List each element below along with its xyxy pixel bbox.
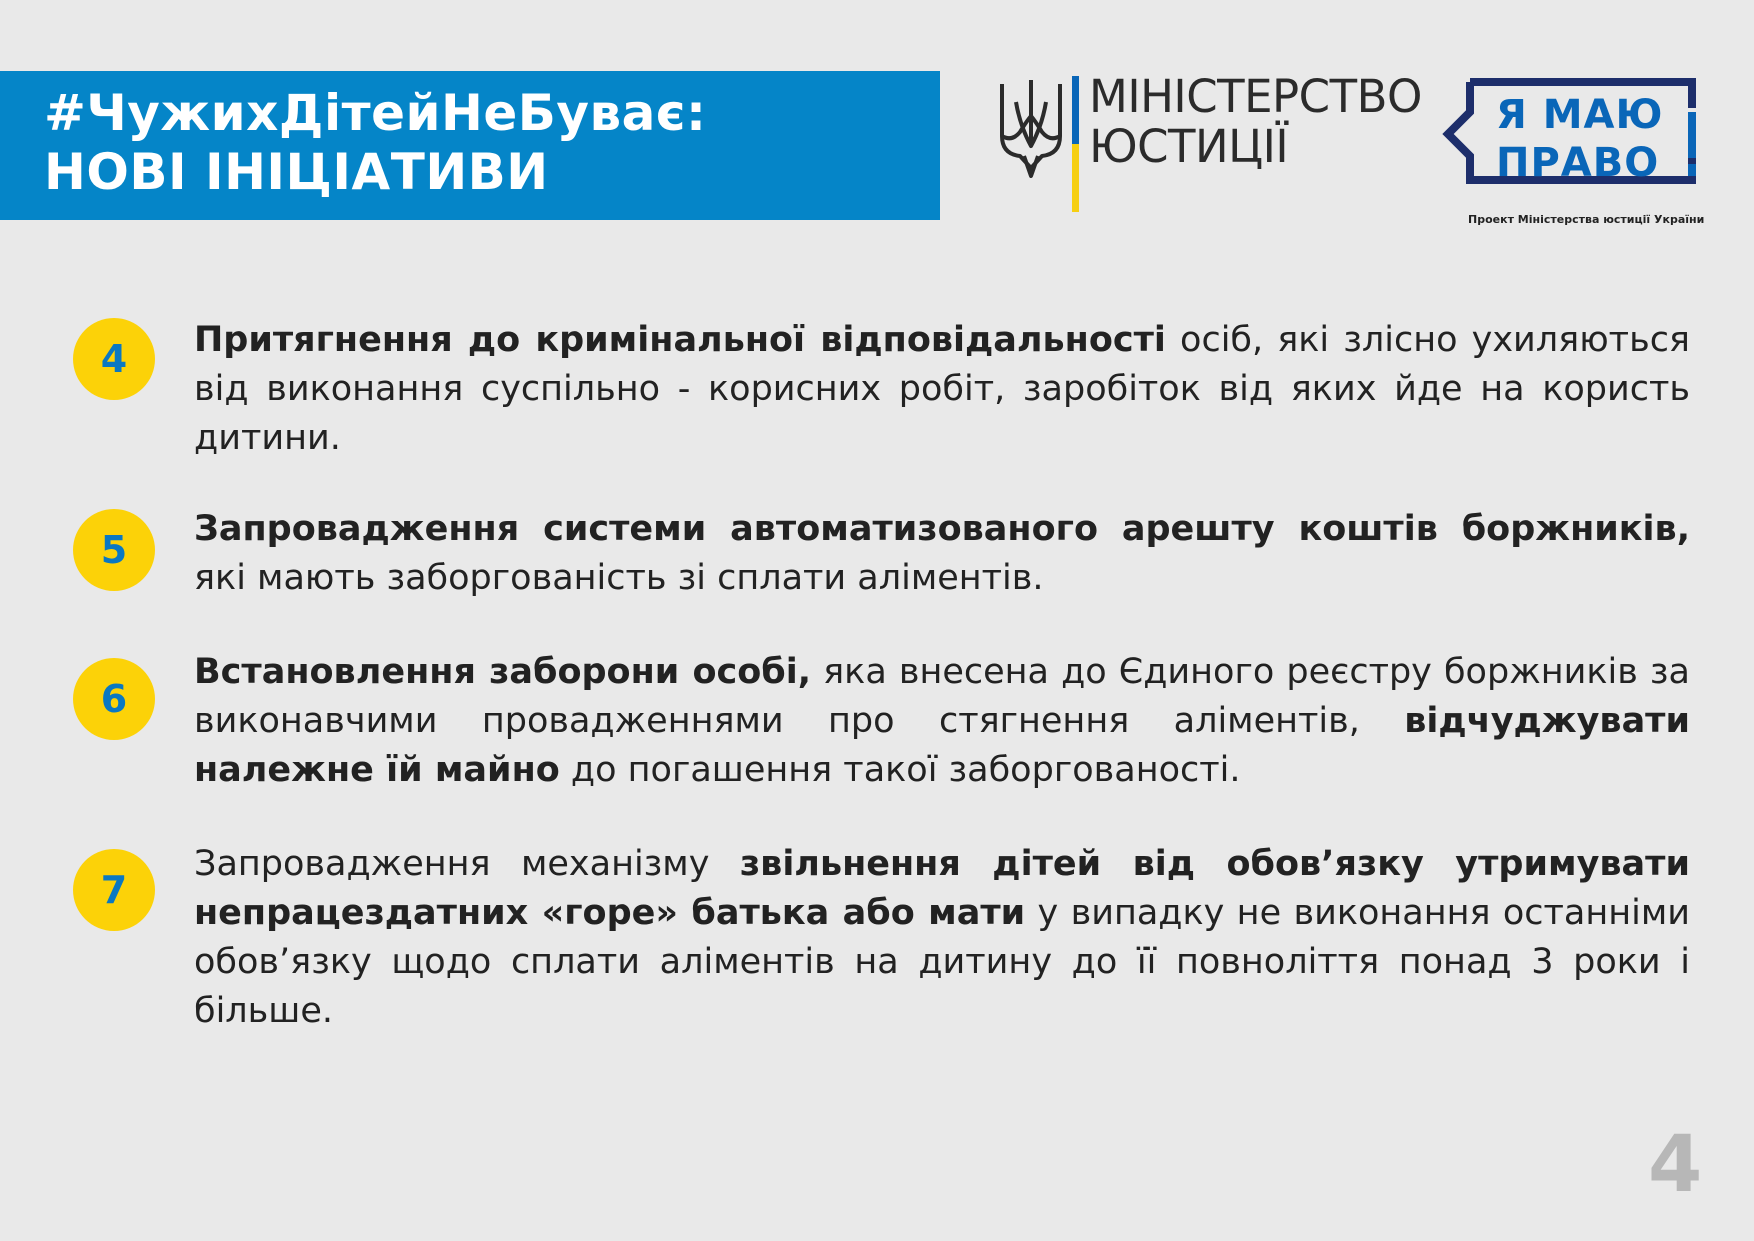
item-bold: Встановлення заборони особі,: [194, 652, 812, 692]
item-bold: Запровадження системи автоматизованого арешту коштів боржників,: [194, 509, 1690, 549]
header-hashtag: #ЧужихДітейНеБуває:: [44, 84, 707, 142]
item-plain: у випадку не виконання останніми обов’язку щодо сплати аліментів на дитину до її повноліття понад 3 роки і більше.: [194, 893, 1691, 1031]
header-title: НОВІ ІНІЦІАТИВИ: [44, 143, 549, 201]
flag-bar: [1072, 76, 1079, 212]
ministry-line2: ЮСТИЦІЇ: [1089, 120, 1289, 173]
brand-subtitle: Проект Міністерства юстиції України: [1468, 213, 1705, 226]
item-number-badge: 7: [73, 849, 155, 931]
ministry-line1: МІНІСТЕРСТВО: [1089, 70, 1422, 123]
item-plain: які мають заборгованість зі сплати аліментів.: [194, 558, 1044, 598]
item-bold: відчуджувати належне їй майно: [194, 701, 1690, 790]
item-text: [194, 648, 1690, 795]
item-number-badge: 6: [73, 658, 155, 740]
item-text: [194, 316, 1690, 463]
item-plain: осіб, які злісно ухиляються від виконання суспільно - корисних робіт, заробіток від яких йде на користь дитини.: [194, 320, 1690, 458]
brand-logo: [1440, 76, 1705, 226]
brand-line1: Я МАЮ: [1496, 92, 1664, 138]
header-banner: [0, 71, 940, 220]
item-bold: Притягнення до кримінальної відповідальності: [194, 320, 1166, 360]
item-bold: звільнення дітей від обов’язку утримувати непрацездатних «горе» батька або мати: [194, 844, 1690, 933]
page-number: 4: [1648, 1120, 1703, 1210]
ministry-logo: [998, 70, 1422, 212]
item-plain: яка внесена до Єдиного реєстру боржників за виконавчими провадженнями про стягнення аліментів,: [194, 652, 1690, 741]
item-text: [194, 505, 1690, 603]
item-text: [194, 840, 1690, 1036]
brand-line2: ПРАВО: [1496, 140, 1660, 186]
item-number-badge: 4: [73, 318, 155, 400]
ministry-name: [1089, 72, 1422, 172]
trident-icon: [998, 76, 1064, 178]
item-plain: Запровадження механізму: [194, 844, 740, 884]
item-plain: до погашення такої заборгованості.: [559, 750, 1241, 790]
item-number-badge: 5: [73, 509, 155, 591]
